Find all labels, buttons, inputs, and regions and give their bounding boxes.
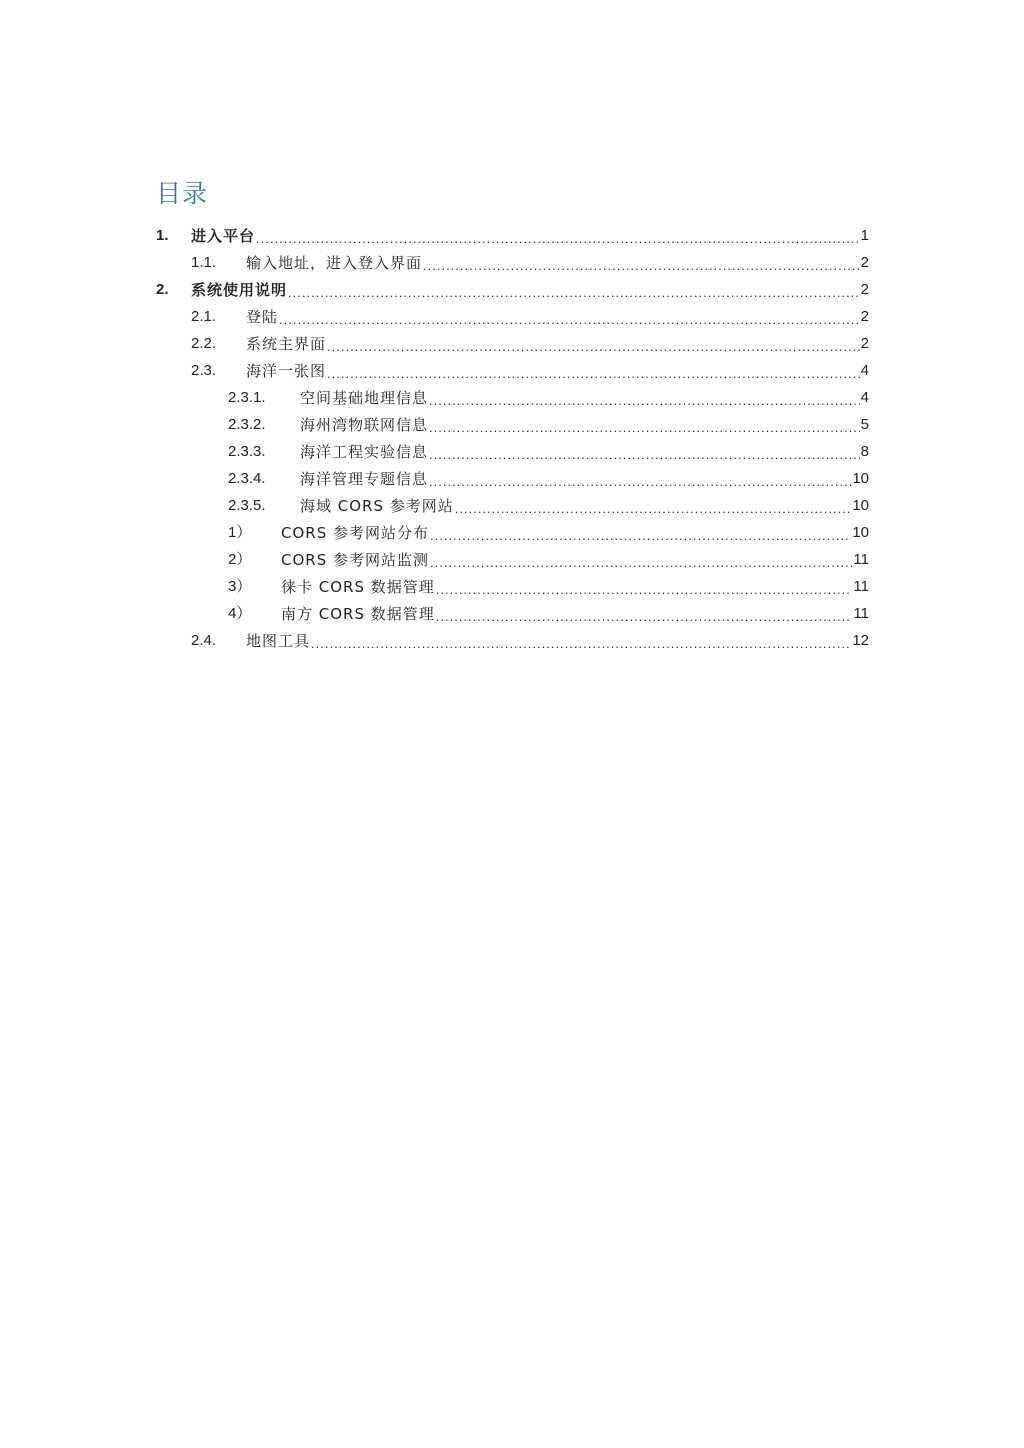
toc-entry-number: 4） — [228, 604, 252, 622]
toc-entry-number: 2.3.5. — [228, 496, 266, 514]
toc-dot-leader — [311, 637, 851, 654]
toc-entry-page: 2 — [860, 280, 869, 298]
toc-entry-label: 海州湾物联网信息 — [300, 415, 429, 434]
toc-entry-label: CORS 参考网站监测 — [281, 550, 429, 569]
toc-entry[interactable] — [156, 465, 869, 492]
toc-entry[interactable] — [156, 600, 869, 627]
toc-entry-number: 1. — [156, 226, 169, 244]
toc-entry-number: 2.1. — [191, 307, 217, 325]
toc-entry-number: 2.3.3. — [228, 442, 266, 460]
toc-entry[interactable] — [156, 276, 869, 303]
toc-entry[interactable] — [156, 303, 869, 330]
toc-dot-leader — [455, 502, 852, 519]
toc-entry[interactable] — [156, 384, 869, 411]
toc-title: 目录 — [156, 179, 209, 208]
toc-entry[interactable] — [156, 411, 869, 438]
toc-entry-number: 2.3.2. — [228, 415, 266, 433]
toc-dot-leader — [436, 610, 853, 627]
toc-dot-leader — [429, 448, 860, 465]
toc-entry-page: 2 — [860, 334, 869, 352]
toc-entry-label: 海洋管理专题信息 — [300, 469, 429, 488]
toc-dot-leader — [429, 421, 860, 438]
toc-entry-label: 海洋一张图 — [246, 361, 327, 380]
toc-entry-page: 5 — [860, 415, 869, 433]
toc-entry[interactable] — [156, 492, 869, 519]
toc-entry[interactable] — [156, 438, 869, 465]
toc-entry-label: 系统使用说明 — [191, 280, 288, 299]
table-of-contents — [156, 222, 869, 654]
toc-entry-label: 南方 CORS 数据管理 — [281, 604, 435, 623]
toc-entry-page: 4 — [860, 388, 869, 406]
toc-dot-leader — [436, 583, 853, 600]
toc-entry-label: 徕卡 CORS 数据管理 — [281, 577, 435, 596]
toc-entry-label: CORS 参考网站分布 — [281, 523, 429, 542]
toc-entry-label: 输入地址，进入登入界面 — [246, 253, 423, 272]
toc-entry-page: 8 — [860, 442, 869, 460]
toc-entry[interactable] — [156, 249, 869, 276]
toc-entry-page: 11 — [853, 550, 869, 568]
toc-entry-page: 11 — [853, 577, 869, 595]
toc-entry-number: 2. — [156, 280, 169, 298]
toc-entry-page: 2 — [860, 253, 869, 271]
toc-entry-page: 12 — [852, 631, 869, 649]
toc-dot-leader — [430, 529, 851, 546]
toc-entry-label: 登陆 — [246, 307, 279, 326]
toc-entry-label: 系统主界面 — [246, 334, 327, 353]
toc-entry-number: 2） — [228, 550, 252, 568]
toc-dot-leader — [288, 286, 860, 303]
toc-entry-page: 10 — [852, 496, 869, 514]
toc-dot-leader — [429, 475, 851, 492]
toc-entry-page: 2 — [860, 307, 869, 325]
toc-dot-leader — [327, 340, 860, 357]
toc-entry-label: 海洋工程实验信息 — [300, 442, 429, 461]
toc-entry[interactable] — [156, 330, 869, 357]
toc-entry-number: 1） — [228, 523, 252, 541]
toc-dot-leader — [423, 259, 860, 276]
toc-entry-number: 3） — [228, 577, 252, 595]
toc-entry[interactable] — [156, 627, 869, 654]
toc-dot-leader — [279, 313, 860, 330]
toc-entry-number: 2.4. — [191, 631, 217, 649]
toc-entry-label: 地图工具 — [246, 631, 311, 650]
toc-entry-number: 2.3.1. — [228, 388, 266, 406]
toc-entry-label: 进入平台 — [191, 226, 256, 245]
toc-dot-leader — [430, 556, 852, 573]
toc-entry-page: 11 — [853, 604, 869, 622]
toc-entry-number: 1.1. — [191, 253, 217, 271]
toc-entry[interactable] — [156, 573, 869, 600]
toc-entry[interactable] — [156, 546, 869, 573]
toc-entry-label: 空间基础地理信息 — [300, 388, 429, 407]
toc-entry[interactable] — [156, 222, 869, 249]
toc-entry[interactable] — [156, 357, 869, 384]
toc-entry[interactable] — [156, 519, 869, 546]
toc-dot-leader — [327, 367, 860, 384]
toc-entry-page: 10 — [852, 469, 869, 487]
toc-entry-page: 10 — [852, 523, 869, 541]
toc-entry-number: 2.3. — [191, 361, 217, 379]
toc-entry-page: 4 — [860, 361, 869, 379]
toc-entry-page: 1 — [860, 226, 869, 244]
toc-dot-leader — [429, 394, 860, 411]
toc-dot-leader — [256, 232, 860, 249]
toc-entry-number: 2.3.4. — [228, 469, 266, 487]
toc-entry-label: 海域 CORS 参考网站 — [300, 496, 454, 515]
toc-entry-number: 2.2. — [191, 334, 217, 352]
